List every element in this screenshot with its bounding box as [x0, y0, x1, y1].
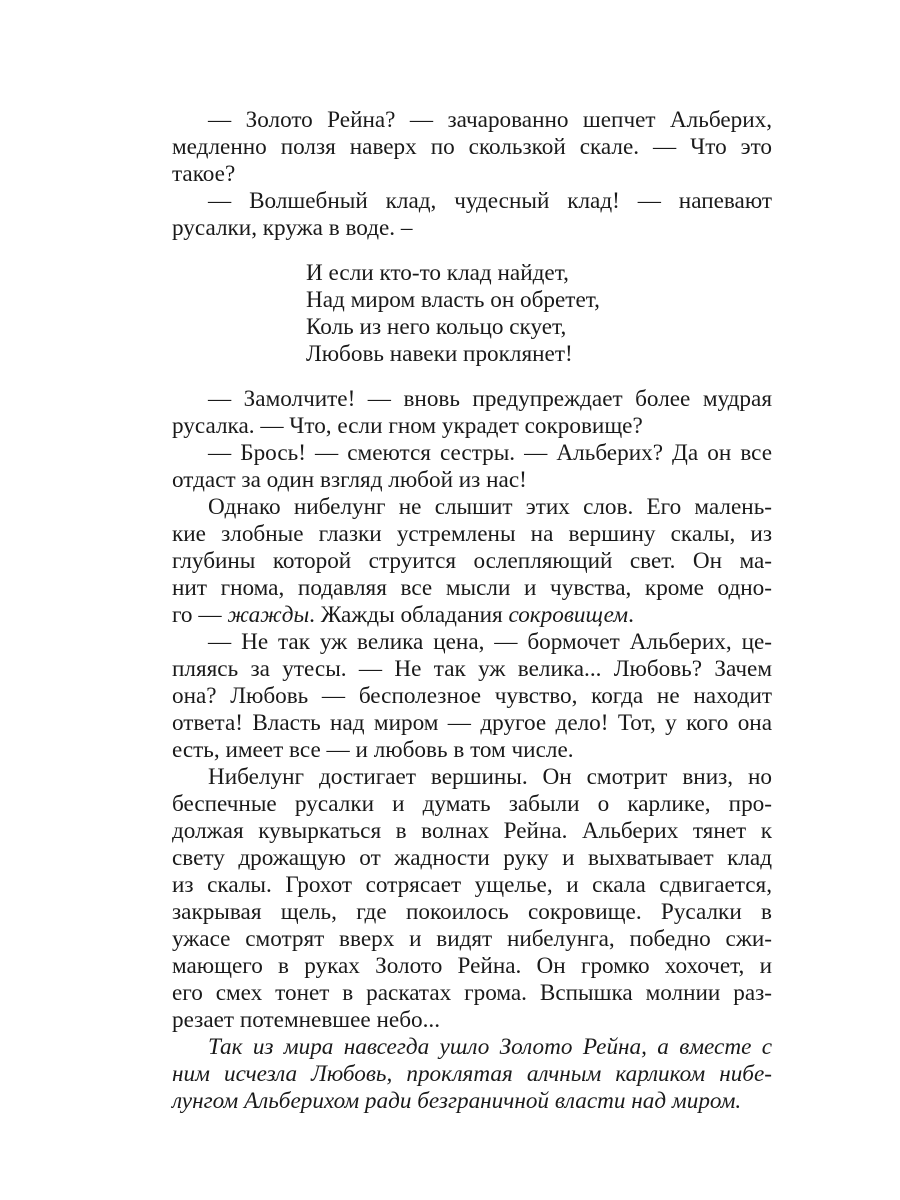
- text-line: — Брось! — смеются сестры. — Альберих? Да он все: [208, 440, 772, 466]
- paragraph: [172, 107, 772, 188]
- text-run: . Жажды обладания: [309, 602, 509, 628]
- paragraph: [172, 764, 772, 1034]
- text-run: .: [628, 602, 634, 628]
- text-line: отдаст за один взгляд любой из нас!: [172, 467, 527, 493]
- text-line: она? Любовь — бесполезное чувство, когда не находит: [172, 683, 772, 709]
- poem-line: Коль из него кольцо скует,: [306, 314, 567, 340]
- text-line: — Замолчите! — вновь предупреждает более мудрая: [208, 386, 772, 412]
- text-line: Нибелунг достигает вершины. Он смотрит вниз, но: [208, 764, 772, 790]
- text-line: ним исчезла Любовь, проклятая алчным карликом нибе-: [172, 1061, 772, 1087]
- text-line: — Золото Рейна? — зачарованно шепчет Альберих,: [208, 107, 772, 133]
- text-line: медленно ползя наверх по скользкой скале. — Что это: [172, 134, 772, 160]
- text-line: пляясь за утесы. — Не так уж велика... Любовь? Зачем: [172, 656, 772, 682]
- text-line: — Не так уж велика цена, — бормочет Альберих, це-: [208, 629, 772, 655]
- text-line: есть, имеет все — и любовь в том числе.: [172, 737, 574, 763]
- poem-line: Любовь навеки проклянет!: [306, 341, 573, 367]
- text-line: мающего в руках Золото Рейна. Он громко хохочет, и: [172, 953, 772, 979]
- text-line: — Волшебный клад, чудесный клад! — напевают: [208, 188, 772, 214]
- text-line: ужасе смотрят вверх и видят нибелунга, победно сжи-: [172, 926, 772, 952]
- text-line: ответа! Власть над миром — другое дело! Тот, у кого она: [172, 710, 772, 736]
- text-line: такое?: [172, 161, 236, 187]
- text-line: нит гнома, подавляя все мысли и чувства, кроме одно-: [172, 575, 772, 601]
- italic-emphasis: жажды: [227, 602, 310, 628]
- text-line: резает потемневшее небо...: [172, 1007, 441, 1033]
- paragraph: [172, 440, 772, 494]
- text-line: его смех тонет в раскатах грома. Вспышка молнии раз-: [172, 980, 772, 1006]
- text-line: русалка. — Что, если гном украдет сокровище?: [172, 413, 643, 439]
- text-run: го —: [172, 602, 228, 628]
- text-line: русалки, кружа в воде. –: [172, 215, 413, 241]
- text-line: свету дрожащую от жадности руку и выхватывает клад: [172, 845, 772, 871]
- text-line: кие злобные глазки устремлены на вершину скалы, из: [172, 521, 772, 547]
- text-line: Однако нибелунг не слышит этих слов. Его малень-: [208, 494, 772, 520]
- paragraph: [172, 629, 772, 764]
- paragraph: [172, 188, 772, 242]
- text-line: должая кувыркаться в волнах Рейна. Альберих тянет к: [172, 818, 772, 844]
- epilogue-paragraph: [172, 1034, 772, 1115]
- text-line: лунгом Альберихом ради безграничной власти над миром.: [172, 1088, 742, 1114]
- italic-emphasis: сокровищем: [508, 602, 629, 628]
- book-page: [172, 107, 772, 1115]
- text-line: глубины которой струится ослепляющий свет. Он ма-: [172, 548, 772, 574]
- poem-line: И если кто-то клад найдет,: [306, 260, 569, 286]
- text-line: из скалы. Грохот сотрясает ущелье, и скала сдвигается,: [172, 872, 772, 898]
- poem-line: Над миром власть он обретет,: [306, 287, 600, 313]
- paragraph: [172, 494, 772, 629]
- text-line: Так из мира навсегда ушло Золото Рейна, а вместе с: [208, 1034, 772, 1060]
- paragraph: [172, 386, 772, 440]
- poem-stanza: [306, 260, 772, 368]
- text-line: беспечные русалки и думать забыли о карлике, про-: [172, 791, 772, 817]
- text-line: [172, 602, 772, 629]
- text-line: закрывая щель, где покоилось сокровище. Русалки в: [172, 899, 772, 925]
